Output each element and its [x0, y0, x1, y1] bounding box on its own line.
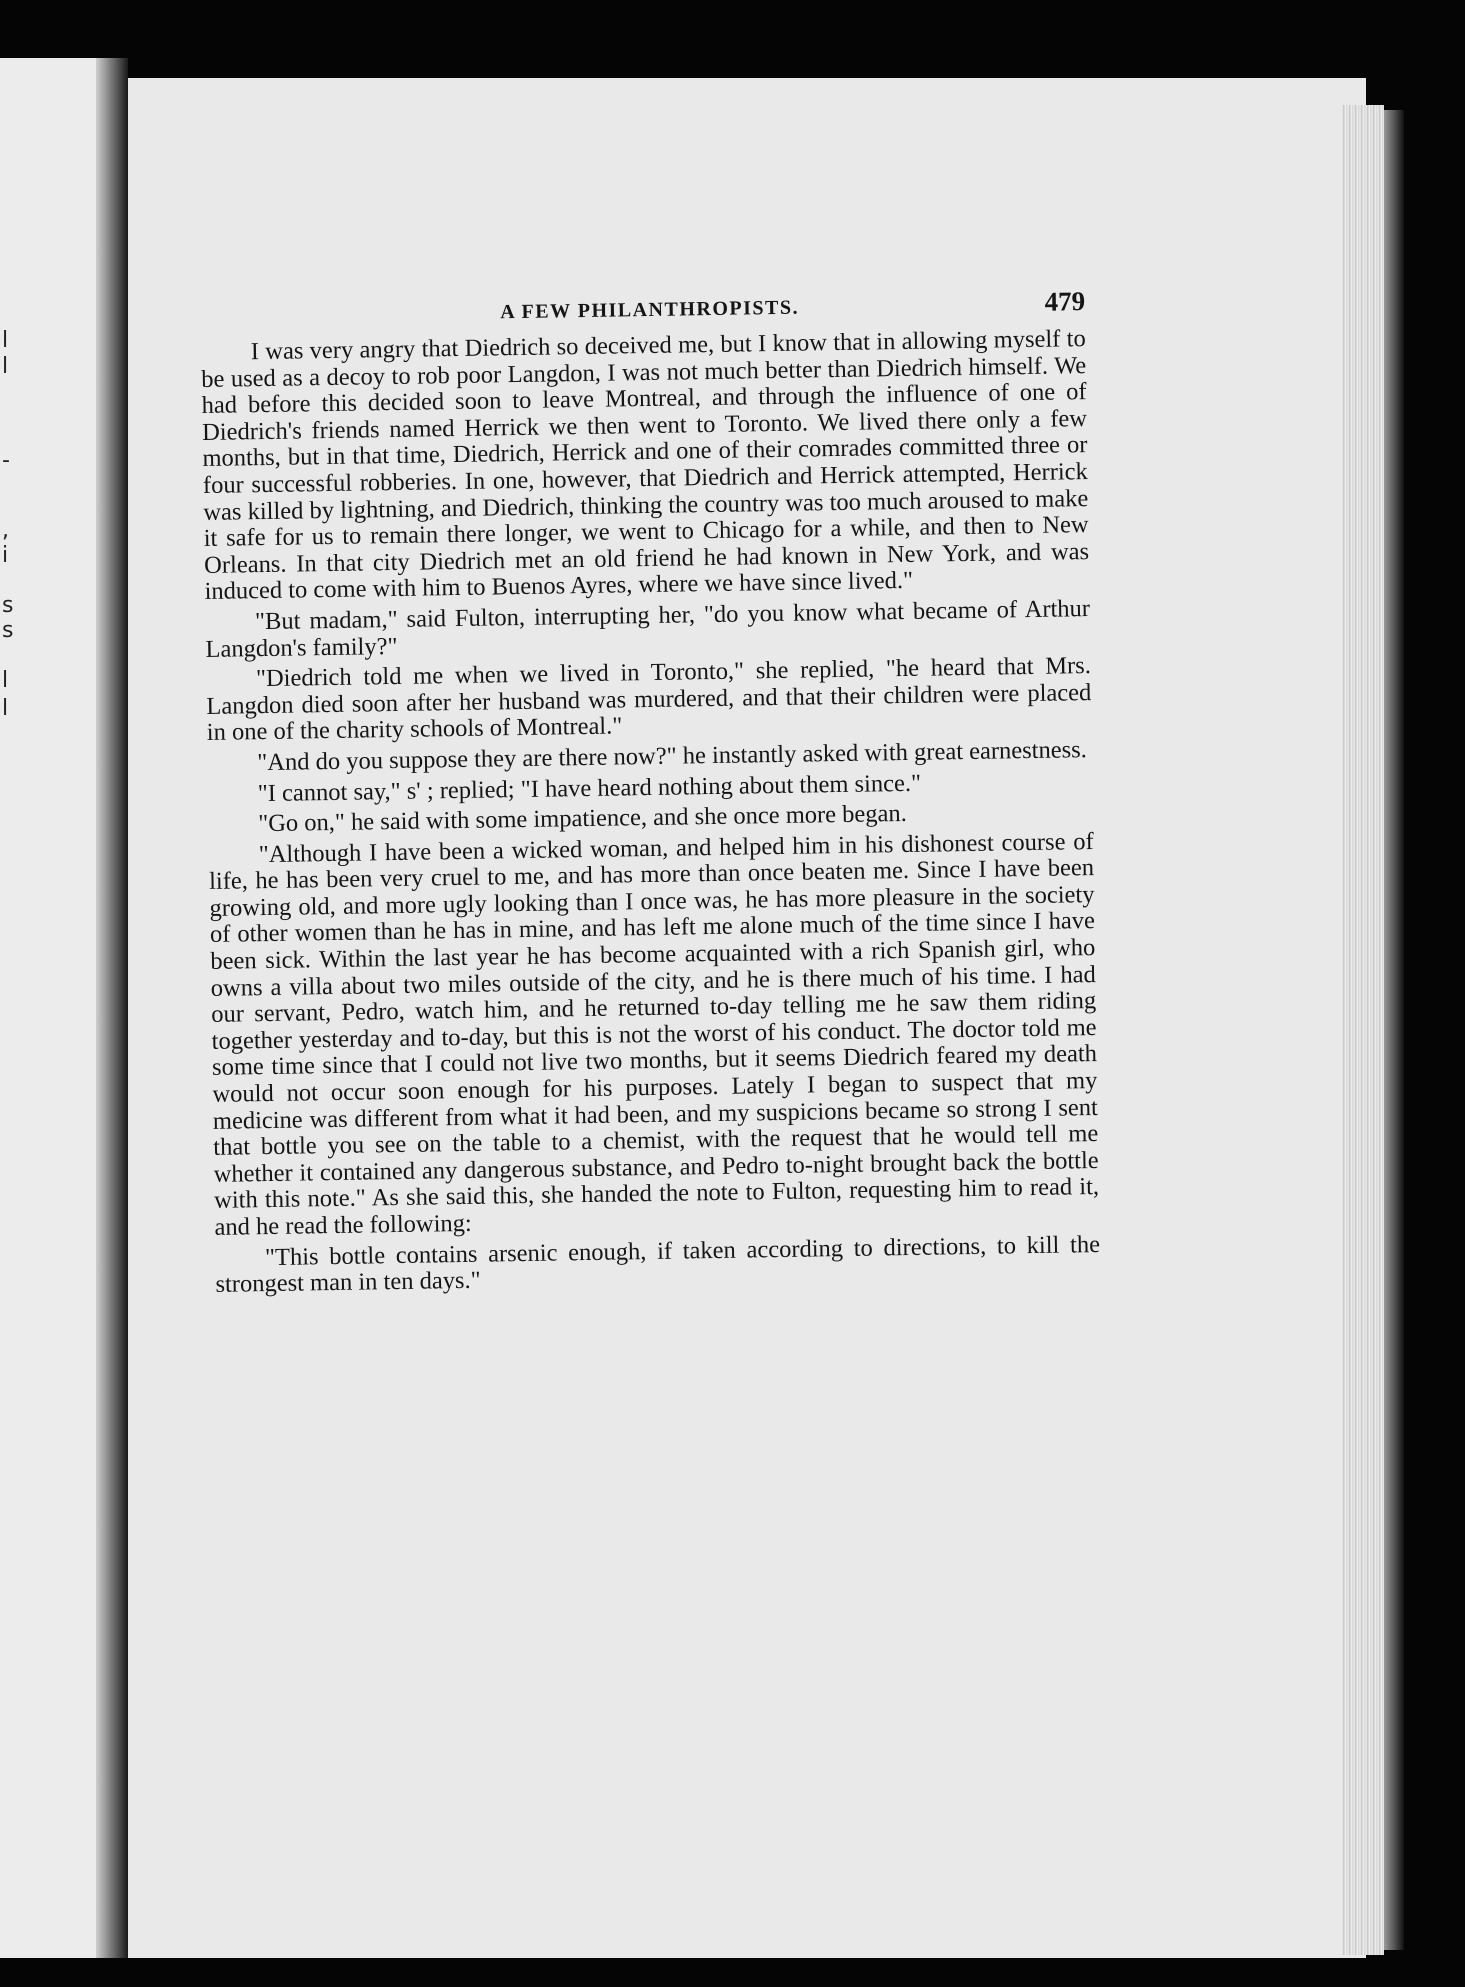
bleed-mark: i	[2, 543, 9, 568]
paragraph: "And do you suppose they are there now?" he instantly asked with great earnestness.	[257, 736, 1088, 777]
body-text	[201, 326, 1101, 1299]
gutter-shadow	[96, 58, 128, 1958]
paragraph: "This bottle contains arsenic enough, if taken according to directions, to kill the strongest man in ten days."	[215, 1230, 1101, 1299]
paragraph: I was very angry that Diedrich so deceived me, but I know that in allowing myself to be used as a decoy to rob poor Langdon, I was not much better than Diedrich himself. We had before this decided soon to leave Montreal, and through the influence of one of Diedrich's friends named Herrick we then went to Toronto. We lived there only a few months, but in that time, Diedrich, Herrick and one of their comrades committed three or four successful robberies. In one, however, that Diedrich and Herrick attempted, Herrick was killed by lightning, and Diedrich, thinking the country was too much aroused to make it safe for us to remain there longer, we went to Chicago for a while, and then to New Orleans. In that city Diedrich met an old friend he had known in New York, and was induced to come with him to Buenos Ayres, where we have since lived."	[201, 325, 1090, 606]
bleed-mark: s	[2, 618, 14, 643]
page-number: 479	[1044, 286, 1086, 317]
paragraph: "Go on," he said with some impatience, and she once more began.	[258, 800, 908, 838]
page-stack-shadow	[1384, 110, 1404, 1950]
paragraph: "I cannot say," s' ; replied; "I have heard nothing about them since."	[257, 769, 922, 807]
paragraph: "But madam," said Fulton, interrupting her, "do you know what became of Arthur Langdon's family?"	[205, 594, 1091, 663]
bleed-mark: s	[2, 593, 14, 618]
paragraph: "Although I have been a wicked woman, and helped him in his dishonest course of life, he has been very cruel to me, and has more than once beaten me. Since I have been growing old, and more ugly looking than I once was, he has more pleasure in the society of other women than he has in mine, and has left me alone much of the time since I have been sick. Within the last year he has become acquainted with a rich Spanish girl, who owns a villa about two miles outside of the city, and he is there much of his time. I had our servant, Pedro, watch him, and he returned to-day telling me he saw them riding together yesterday and to-day, but this is not the worst of his conduct. The doctor told me some time since that I could not live two months, but it seems Diedrich feared my death would not occur soon enough for his purposes. Lately I began to suspect that my medicine was different from what it had been, and my suspicions became so strong I sent that bottle you see on the table to a chemist, with the request that he would tell me whether it contained any dangerous substance, and Pedro to-night brought back the bottle with this note." As she said this, she handed the note to Fulton, requesting him to read it, and he read the following:	[208, 827, 1100, 1241]
page-text-block	[200, 286, 1107, 1720]
bleed-mark: l	[2, 668, 9, 693]
paragraph: "Diedrich told me when we lived in Toronto," she replied, "he heard that Mrs. Langdon died soon after her husband was murdered, and that their children were placed in one of the charity schools of Montreal."	[206, 652, 1092, 747]
facing-page-text-fragments	[0, 330, 18, 770]
page-stack-edge	[1342, 105, 1384, 1955]
bleed-mark: ,	[2, 518, 9, 543]
bleed-mark: -	[2, 448, 10, 473]
bleed-mark: l	[2, 328, 9, 353]
bleed-mark: l	[2, 354, 9, 379]
running-title: A FEW PHILANTHROPISTS.	[500, 296, 800, 324]
bleed-mark: l	[2, 696, 9, 721]
